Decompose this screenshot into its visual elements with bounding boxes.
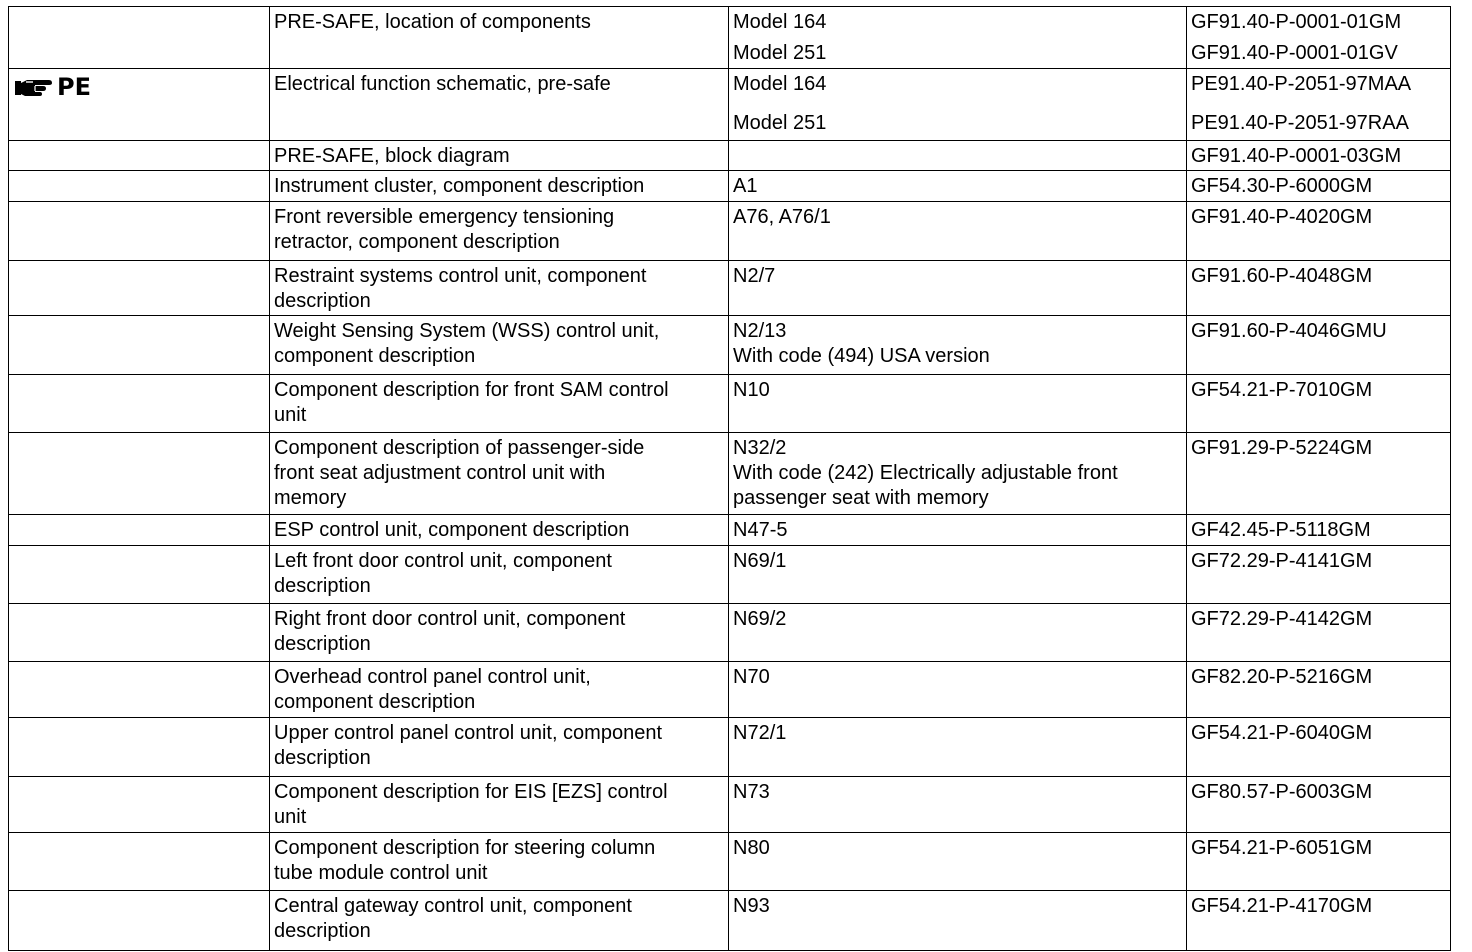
marker-cell	[9, 891, 270, 951]
description-text: unit	[274, 806, 307, 828]
table-row	[9, 433, 1451, 515]
table-row	[9, 662, 1451, 718]
component-text: N47-5	[733, 519, 788, 541]
component-cell	[729, 69, 1187, 141]
marker-cell	[9, 718, 270, 777]
description-text: description	[274, 290, 371, 312]
marker-cell	[9, 604, 270, 662]
description-text: description	[274, 920, 371, 942]
table-row	[9, 316, 1451, 375]
reference-code-link[interactable]: GF80.57-P-6003GM	[1191, 781, 1373, 803]
table-row	[9, 171, 1451, 202]
component-cell	[729, 662, 1187, 718]
pe-marker-label: PE	[57, 73, 91, 101]
reference-code-link[interactable]: GF91.40-P-0001-01GV	[1191, 42, 1398, 64]
marker-cell	[9, 171, 270, 202]
description-cell	[270, 7, 729, 69]
component-text: A76, A76/1	[733, 206, 831, 228]
marker-cell	[9, 7, 270, 69]
component-text: N73	[733, 781, 770, 803]
description-text: PRE-SAFE, block diagram	[274, 145, 510, 167]
reference-cell	[1187, 316, 1451, 375]
component-text: passenger seat with memory	[733, 487, 989, 509]
description-text: description	[274, 633, 371, 655]
reference-code-link[interactable]: GF42.45-P-5118GM	[1191, 519, 1371, 541]
reference-code-link[interactable]: GF54.21-P-6051GM	[1191, 837, 1373, 859]
component-cell	[729, 718, 1187, 777]
component-cell	[729, 515, 1187, 546]
component-cell	[729, 604, 1187, 662]
description-text: Upper control panel control unit, component	[274, 722, 663, 744]
description-text: Component description for EIS [EZS] control	[274, 781, 668, 803]
marker-cell	[9, 833, 270, 891]
description-text: memory	[274, 487, 347, 509]
reference-code-link[interactable]: GF82.20-P-5216GM	[1191, 666, 1373, 688]
description-cell	[270, 546, 729, 604]
reference-code-link[interactable]: GF72.29-P-4141GM	[1191, 550, 1373, 572]
description-text: retractor, component description	[274, 231, 560, 253]
table-row	[9, 375, 1451, 433]
component-text: Model 164	[733, 11, 827, 33]
component-text: N10	[733, 379, 770, 401]
description-text: Instrument cluster, component description	[274, 175, 645, 197]
component-cell	[729, 433, 1187, 515]
pe-marker[interactable]	[13, 72, 91, 100]
description-text: Component description for steering column	[274, 837, 656, 859]
table-row	[9, 141, 1451, 171]
component-cell	[729, 375, 1187, 433]
component-text: Model 164	[733, 73, 827, 95]
table-row	[9, 546, 1451, 604]
component-cell	[729, 7, 1187, 69]
reference-code-link[interactable]: GF91.40-P-0001-01GM	[1191, 11, 1402, 33]
description-cell	[270, 171, 729, 202]
description-text: description	[274, 747, 371, 769]
description-text: Weight Sensing System (WSS) control unit,	[274, 320, 660, 342]
marker-cell	[9, 546, 270, 604]
marker-cell	[9, 141, 270, 171]
table-row	[9, 7, 1451, 69]
description-text: Component description for front SAM control	[274, 379, 669, 401]
description-cell	[270, 261, 729, 316]
component-text: N80	[733, 837, 770, 859]
component-cell	[729, 141, 1187, 171]
description-text: PRE-SAFE, location of components	[274, 11, 591, 33]
component-cell	[729, 202, 1187, 261]
description-text: unit	[274, 404, 307, 426]
reference-cell	[1187, 718, 1451, 777]
description-text: component description	[274, 691, 476, 713]
reference-code-link[interactable]: PE91.40-P-2051-97RAA	[1191, 112, 1409, 134]
component-text: With code (494) USA version	[733, 345, 990, 367]
reference-code-link[interactable]: GF91.40-P-0001-03GM	[1191, 145, 1402, 167]
reference-code-link[interactable]: GF91.29-P-5224GM	[1191, 437, 1373, 459]
marker-cell	[9, 316, 270, 375]
reference-code-link[interactable]: GF91.60-P-4048GM	[1191, 265, 1373, 287]
description-text: Overhead control panel control unit,	[274, 666, 591, 688]
reference-cell	[1187, 546, 1451, 604]
description-cell	[270, 718, 729, 777]
reference-cell	[1187, 202, 1451, 261]
description-text: Restraint systems control unit, component	[274, 265, 647, 287]
component-text: N69/2	[733, 608, 787, 630]
description-cell	[270, 833, 729, 891]
component-cell	[729, 261, 1187, 316]
reference-cell	[1187, 171, 1451, 202]
component-text: N32/2	[733, 437, 787, 459]
description-cell	[270, 433, 729, 515]
description-cell	[270, 202, 729, 261]
component-cell	[729, 777, 1187, 833]
reference-code-link[interactable]: GF91.60-P-4046GMU	[1191, 320, 1387, 342]
description-cell	[270, 891, 729, 951]
table-row	[9, 833, 1451, 891]
description-cell	[270, 515, 729, 546]
description-text: Right front door control unit, component	[274, 608, 626, 630]
reference-cell	[1187, 604, 1451, 662]
reference-cell	[1187, 433, 1451, 515]
reference-code-link[interactable]: GF54.30-P-6000GM	[1191, 175, 1373, 197]
description-text: component description	[274, 345, 476, 367]
table-body	[9, 7, 1451, 951]
description-text: Electrical function schematic, pre-safe	[274, 73, 611, 95]
description-text: front seat adjustment control unit with	[274, 462, 606, 484]
table-row	[9, 891, 1451, 951]
reference-cell	[1187, 662, 1451, 718]
component-text: N2/7	[733, 265, 776, 287]
description-text: Front reversible emergency tensioning	[274, 206, 615, 228]
pointing-hand-icon	[13, 75, 53, 99]
table-row	[9, 261, 1451, 316]
marker-cell	[9, 261, 270, 316]
reference-cell	[1187, 7, 1451, 69]
description-cell	[270, 777, 729, 833]
reference-cell	[1187, 777, 1451, 833]
description-text: ESP control unit, component description	[274, 519, 630, 541]
marker-cell	[9, 433, 270, 515]
marker-cell	[9, 662, 270, 718]
component-text: N69/1	[733, 550, 787, 572]
table-row	[9, 604, 1451, 662]
reference-cell	[1187, 515, 1451, 546]
reference-cell	[1187, 141, 1451, 171]
marker-cell	[9, 375, 270, 433]
reference-code-link[interactable]: PE91.40-P-2051-97MAA	[1191, 73, 1412, 95]
reference-code-link[interactable]: GF54.21-P-6040GM	[1191, 722, 1373, 744]
component-text: N2/13	[733, 320, 787, 342]
reference-code-link[interactable]: GF72.29-P-4142GM	[1191, 608, 1373, 630]
reference-cell	[1187, 69, 1451, 141]
description-cell	[270, 141, 729, 171]
table-row	[9, 777, 1451, 833]
component-text: Model 251	[733, 42, 827, 64]
marker-cell	[9, 515, 270, 546]
reference-cell	[1187, 375, 1451, 433]
description-cell	[270, 662, 729, 718]
description-text: tube module control unit	[274, 862, 488, 884]
component-text: Model 251	[733, 112, 827, 134]
marker-cell	[9, 69, 270, 141]
description-cell	[270, 604, 729, 662]
component-cell	[729, 891, 1187, 951]
component-reference-table	[8, 6, 1451, 951]
component-text: With code (242) Electrically adjustable front	[733, 462, 1118, 484]
marker-cell	[9, 202, 270, 261]
description-text: Central gateway control unit, component	[274, 895, 632, 917]
table-row	[9, 718, 1451, 777]
component-text: A1	[733, 175, 758, 197]
component-text: N70	[733, 666, 770, 688]
component-cell	[729, 833, 1187, 891]
marker-cell	[9, 777, 270, 833]
component-text: N93	[733, 895, 770, 917]
table-row	[9, 69, 1451, 141]
reference-cell	[1187, 891, 1451, 951]
component-cell	[729, 171, 1187, 202]
reference-cell	[1187, 261, 1451, 316]
table-row	[9, 202, 1451, 261]
description-text: Component description of passenger-side	[274, 437, 645, 459]
description-cell	[270, 316, 729, 375]
component-cell	[729, 316, 1187, 375]
reference-cell	[1187, 833, 1451, 891]
description-text: description	[274, 575, 371, 597]
reference-code-link[interactable]: GF54.21-P-7010GM	[1191, 379, 1373, 401]
reference-code-link[interactable]: GF91.40-P-4020GM	[1191, 206, 1373, 228]
component-cell	[729, 546, 1187, 604]
description-text: Left front door control unit, component	[274, 550, 612, 572]
description-cell	[270, 375, 729, 433]
component-text: N72/1	[733, 722, 787, 744]
reference-code-link[interactable]: GF54.21-P-4170GM	[1191, 895, 1373, 917]
table-row	[9, 515, 1451, 546]
description-cell	[270, 69, 729, 141]
